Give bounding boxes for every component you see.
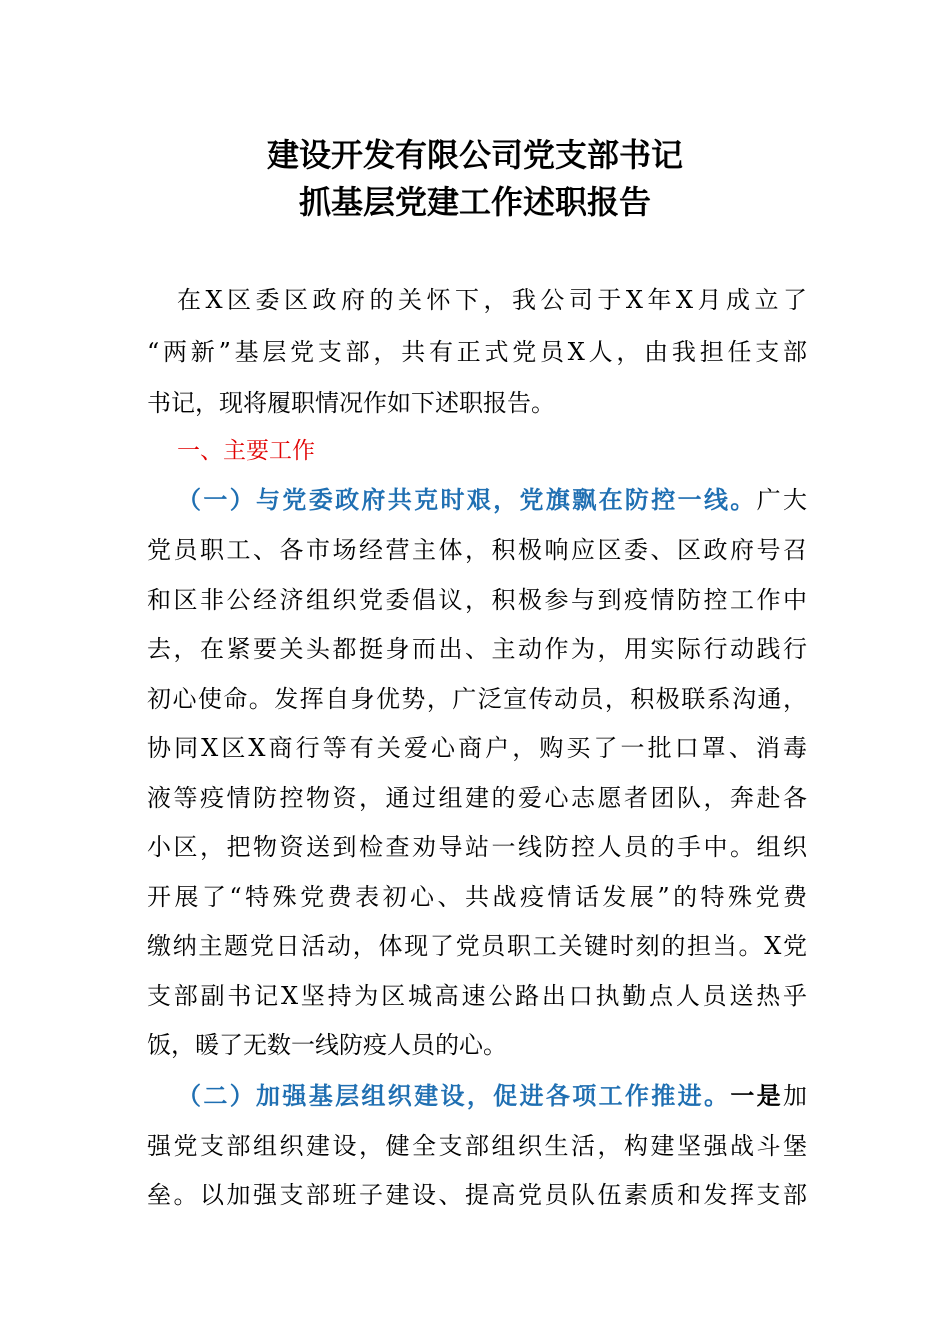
paragraph-line: 和区非公经济组织党委倡议，积极参与到疫情防控工作中: [147, 586, 807, 614]
intro-line-2: “两新”基层党支部，共有正式党员X人，由我担任支部: [147, 338, 807, 366]
subsection-2-first-line: [177, 1081, 807, 1111]
paragraph-line: 小区，把物资送到检查劝导站一线防控人员的手中。组织: [147, 833, 807, 861]
intro-line-1: 在X区委区政府的关怀下，我公司于X年X月成立了: [177, 286, 807, 314]
subsection-1-first-tail: 广大: [756, 486, 808, 514]
document-title-line-1: 建设开发有限公司党支部书记: [266, 136, 683, 174]
paragraph-line: 去，在紧要关头都挺身而出、主动作为，用实际行动践行: [147, 635, 807, 663]
paragraph-line: 协同X区X商行等有关爱心商户，购买了一批口罩、消毒: [147, 734, 807, 762]
paragraph-line: 强党支部组织建设，健全支部组织生活，构建坚强战斗堡: [147, 1132, 807, 1160]
subsection-1-first-line: [177, 485, 807, 515]
section-heading-main-work: 一、主要工作: [177, 438, 315, 464]
subsection-1-heading: （一）与党委政府共克时艰，党旗飘在防控一线。: [177, 485, 757, 514]
paragraph-line: 缴纳主题党日活动，体现了党员职工关键时刻的担当。X党: [147, 932, 807, 960]
paragraph-line: 党员职工、各市场经营主体，积极响应区委、区政府号召: [147, 536, 807, 564]
paragraph-line: 初心使命。发挥自身优势，广泛宣传动员，积极联系沟通，: [147, 685, 807, 713]
intro-line-3: 书记，现将履职情况作如下述职报告。: [147, 389, 555, 417]
paragraph-line: 垒。以加强支部班子建设、提高党员队伍素质和发挥支部: [147, 1181, 807, 1209]
subsection-2-first-bold: 一是: [730, 1081, 784, 1110]
subsection-2-first-tail: 加: [783, 1082, 808, 1110]
paragraph-line: 支部副书记X坚持为区城高速公路出口执勤点人员送热乎: [147, 982, 807, 1010]
subsection-2-heading: （二）加强基层组织建设，促进各项工作推进。: [177, 1081, 731, 1110]
document-title-line-2: 抓基层党建工作述职报告: [298, 183, 651, 221]
paragraph-line: 液等疫情防控物资，通过组建的爱心志愿者团队，奔赴各: [147, 784, 807, 812]
paragraph-line: 开展了“特殊党费表初心、共战疫情话发展”的特殊党费: [147, 883, 807, 911]
paragraph-line: 饭，暖了无数一线防疫人员的心。: [147, 1031, 507, 1059]
